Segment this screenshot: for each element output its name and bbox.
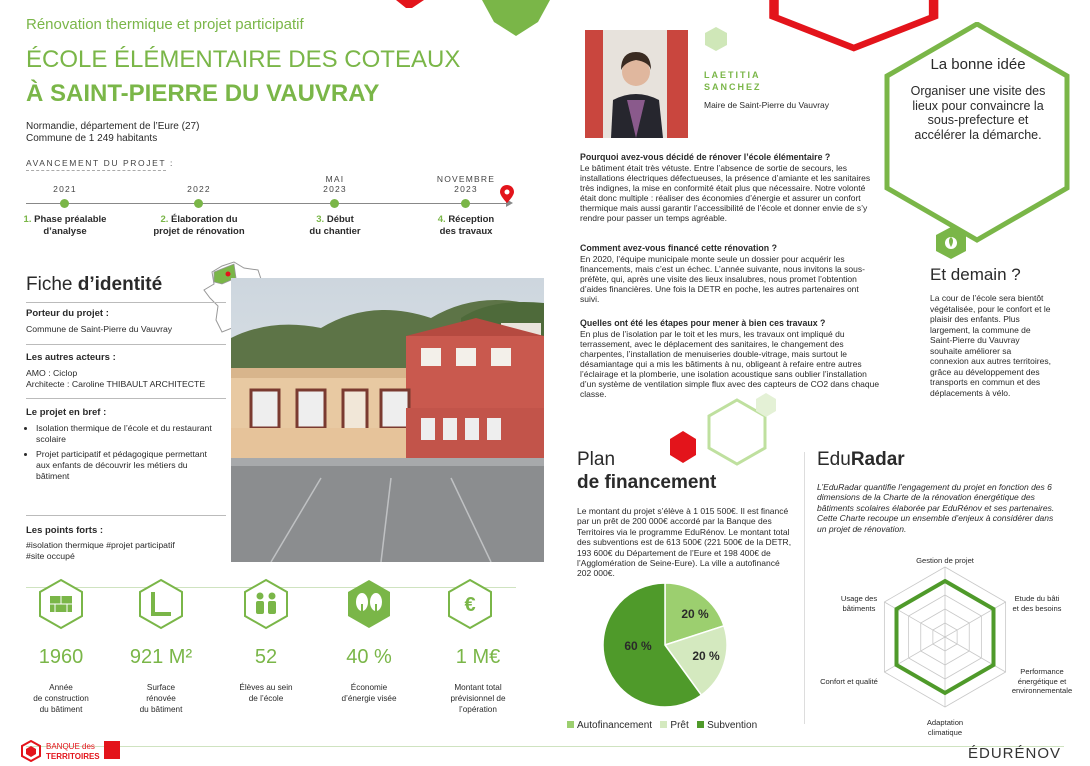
bonne-idee-title: La bonne idée [930, 56, 1026, 73]
bonne-idee-text: Organiser une visite des lieux pour convaincre la sous-prefecture et accélérer la démarche. [910, 84, 1046, 142]
page-subtitle: Rénovation thermique et projet participatif [26, 16, 304, 33]
radar-point [992, 664, 995, 667]
red-hexagon-decor-mid [668, 430, 698, 464]
location-info [26, 121, 199, 145]
answer: En plus de l’isolation par le toit et les murs, les travaux ont impliqué du terrassement, avec le déplacement des sanitaires, le changement des charpentes, l’installation de menuiseries double-vitrage, mais surtout le désamiantage qui a mis les bâtiments à nu, obligeant à refaire entre autres l’éclairage et la plomberie, une isolation acoustique sans oublier l’installation d’un système de ventilation simple flux avec des capteurs de CO2 dans chaque classe. [580, 329, 880, 399]
qa-block-3 [580, 318, 884, 399]
map-marker-icon [226, 272, 231, 277]
separator [26, 302, 226, 303]
timeline-date-2: 2022 [187, 184, 211, 194]
timeline-label: AVANCEMENT DU PROJET : [26, 158, 174, 168]
caisse-depots-logo-icon [104, 741, 120, 759]
plan-title-line2: de financement [577, 472, 717, 493]
legend-item-autofinancement: Autofinancement [577, 720, 653, 731]
pie-label-subvention: 60 % [624, 639, 652, 653]
svg-text:€: € [464, 594, 476, 616]
stat-label-energy: Économie d’énergie visée [341, 683, 397, 703]
question: Comment avez-vous financé cette rénovation ? [580, 243, 777, 253]
separator [26, 398, 226, 399]
porteur-value: Commune de Saint-Pierre du Vauvray [26, 324, 173, 334]
legend-item-subvention: Subvention [707, 720, 758, 731]
timeline-step-3: 3. Début du chantier [309, 214, 361, 237]
question: Pourquoi avez-vous décidé de rénover l’école élémentaire ? [580, 152, 831, 162]
radar-point [895, 608, 898, 611]
pie-label-pret: 20 % [692, 649, 720, 663]
legend-swatch [567, 721, 574, 728]
fiche-title: Fiche d’identité [26, 274, 163, 295]
radar-point [944, 692, 947, 695]
radar-axis-label-adaptation: Adaptation climatique [926, 718, 964, 737]
radar-axis-label-gestion: Gestion de projet [916, 556, 974, 565]
timeline-step-4: 4. Réception des travaux [437, 214, 495, 237]
timeline-date-4: NOVEMBRE 2023 [436, 174, 496, 194]
et-demain-title: Et demain ? [930, 265, 1021, 284]
forts-label: Les points forts : [26, 525, 104, 536]
list-item: • Isolation thermique de l’école et du restaurant scolaire [36, 423, 216, 445]
location-pin-icon [500, 185, 514, 203]
answer: En 2020, l’équipe municipale monte seule un dossier pour acquérir les financements, mais c’est un échec. L’année suivante, nous invitons la sous-préfète, qui, après une visite des lieux insalubres, nous promet l’obtention d’aides financières. Une fois la DETR en poche, les autres partenaires ont suivi. [580, 254, 865, 304]
acteurs-label: Les autres acteurs : [26, 352, 116, 363]
forts-line2: #site occupé [26, 551, 75, 561]
plan-title-line1: Plan [577, 449, 616, 470]
radar-axis-line [945, 637, 1006, 672]
surface-icon [138, 578, 184, 630]
eduradar-title: EduRadar [817, 449, 905, 470]
acteurs-amo: AMO : Ciclop [26, 368, 78, 378]
vertical-separator [804, 452, 805, 724]
radar-axis-label-performance: Performance énergétique et environnementale [1011, 667, 1073, 695]
timeline-date-3: MAI 2023 [323, 174, 347, 194]
stat-value-surface: 921 M² [129, 646, 193, 668]
qa-block-2 [580, 243, 880, 304]
radar-axis-label-confort: Confort et qualité [820, 677, 878, 686]
et-demain-text: La cour de l’école sera bientôt végétalisée, pour le confort et le plaisir des enfants. Plus largement, la commune de Saint-Pierre du Vauvray souhaite améliorer sa connexion aux autres territoires, grâce au développement des transports en commun et des déplacements à vélo. [930, 293, 1051, 398]
mayor-portrait [585, 30, 688, 138]
location-region: Normandie, département de l’Eure (27) [26, 121, 200, 132]
timeline-dot-3 [330, 199, 339, 208]
radar-axis-label-etude: Etude du bâti et des besoins [1012, 594, 1062, 613]
brick-wall-icon [38, 578, 84, 630]
financing-pie-chart [600, 580, 730, 710]
stat-label-year: Année de construction du bâtiment [33, 683, 89, 714]
radar-point [992, 608, 995, 611]
footer-line [26, 746, 1064, 747]
legend-item-pret: Prêt [670, 720, 689, 731]
radar-point [944, 580, 947, 583]
mayor-role: Maire de Saint-Pierre du Vauvray [704, 100, 830, 110]
stat-value-year: 1960 [38, 646, 84, 668]
bref-label: Le projet en bref : [26, 407, 107, 418]
qa-block-1 [580, 152, 880, 223]
page-title-line2: À SAINT-PIERRE DU VAUVRAY [26, 80, 380, 107]
radar-axis-line [884, 637, 945, 672]
timeline-dot-2 [194, 199, 203, 208]
banque-territoires-logo: BANQUE des TERRITOIRES [46, 742, 100, 761]
stat-value-energy: 40 % [346, 646, 392, 668]
stat-label-pupils: Élèves au sein de l’école [239, 683, 293, 703]
pupils-icon [243, 578, 289, 630]
trees-icon [346, 578, 392, 630]
plan-text: Le montant du projet s’élève à 1 015 500€. Il est financé par un prêt de 200 000€ accordé par la Banque des Territoires via le programme EduRénov. Le montant total des subventions est de 613 500€ (221 500€ de la DETR, 193 600€ du Département de l’Eure et 198 400€ de l’Agglomération de Seine-Eure). La ville a autofinancé 202 000€. [577, 506, 792, 579]
banque-territoires-logo-icon [20, 740, 42, 762]
stat-label-surface: Surface rénovée du bâtiment [139, 683, 183, 714]
separator [26, 515, 226, 516]
pie-label-autofinancement: 20 % [681, 607, 709, 621]
stat-label-amount: Montant total prévisionnel de l’opération [450, 683, 506, 714]
legend-swatch [660, 721, 667, 728]
list-item: • Projet participatif et pédagogique permettant aux enfants de découvrir les métiers du bâtiment [36, 449, 216, 482]
bref-list [26, 423, 216, 486]
timeline-step-1: 1. Phase préalable d’analyse [23, 214, 107, 237]
radar-axis-line [945, 602, 1006, 637]
timeline-line [26, 203, 510, 204]
stat-value-pupils: 52 [254, 646, 278, 668]
leaf-hexagon-icon [934, 226, 968, 260]
stat-value-amount: 1 M€ [455, 646, 501, 668]
eduradar-text: L’EduRadar quantifie l’engagement du projet en fonction des 6 dimensions de la Charte de la rénovation énergétique des bâtiments scolaires élaborée par EduRénov et ses partenaires. Cette Charte recoupe un ensemble d’enjeux à considérer dans un projet de rénovation. [817, 482, 1055, 534]
edurenov-logo: ÉDURÉNOV [968, 745, 1062, 762]
timeline-dot-4 [461, 199, 470, 208]
timeline-date-1: 2021 [53, 184, 77, 194]
timeline-label-underline [26, 170, 166, 171]
timeline-step-2: 2. Élaboration du projet de rénovation [153, 214, 245, 237]
acteurs-architecte: Architecte : Caroline THIBAULT ARCHITECTE [26, 379, 206, 389]
euro-icon [447, 578, 493, 630]
green-hexagon-small-mid [754, 392, 778, 418]
answer: Le bâtiment était très vétuste. Entre l’absence de sortie de secours, les installations électriques défectueuses, la présence d’amiante et les sanitaires très indignes, la mise en conformité était plus que nécessaire. Notre volonté était donc multiple : réaliser des économies d’énergie et assurer un confort thermique mais aussi garantir l’accessibilité de l’école et donner envie de s’y rendre pour passer un temps agréable. [580, 163, 871, 223]
page-title-line1: ÉCOLE ÉLÉMENTAIRE DES COTEAUX [26, 46, 461, 73]
eduradar-chart [880, 562, 1010, 712]
legend-swatch [697, 721, 704, 728]
porteur-label: Porteur du projet : [26, 308, 109, 319]
small-green-hexagon [703, 26, 729, 52]
forts-line1: #isolation thermique #projet participatif [26, 540, 175, 550]
red-hexagon-decor [380, 0, 440, 12]
pie-legend [567, 720, 757, 731]
mayor-name: LAETITIA SANCHEZ [704, 70, 762, 92]
green-hexagon-decor-top [476, 0, 556, 40]
radar-point [895, 664, 898, 667]
school-photo [231, 278, 544, 562]
separator [26, 344, 226, 345]
question: Quelles ont été les étapes pour mener à bien ces travaux ? [580, 318, 826, 328]
location-population: Commune de 1 249 habitants [26, 133, 158, 144]
timeline-dot-1 [60, 199, 69, 208]
radar-axis-label-usage: Usage des bâtiments [840, 594, 878, 613]
